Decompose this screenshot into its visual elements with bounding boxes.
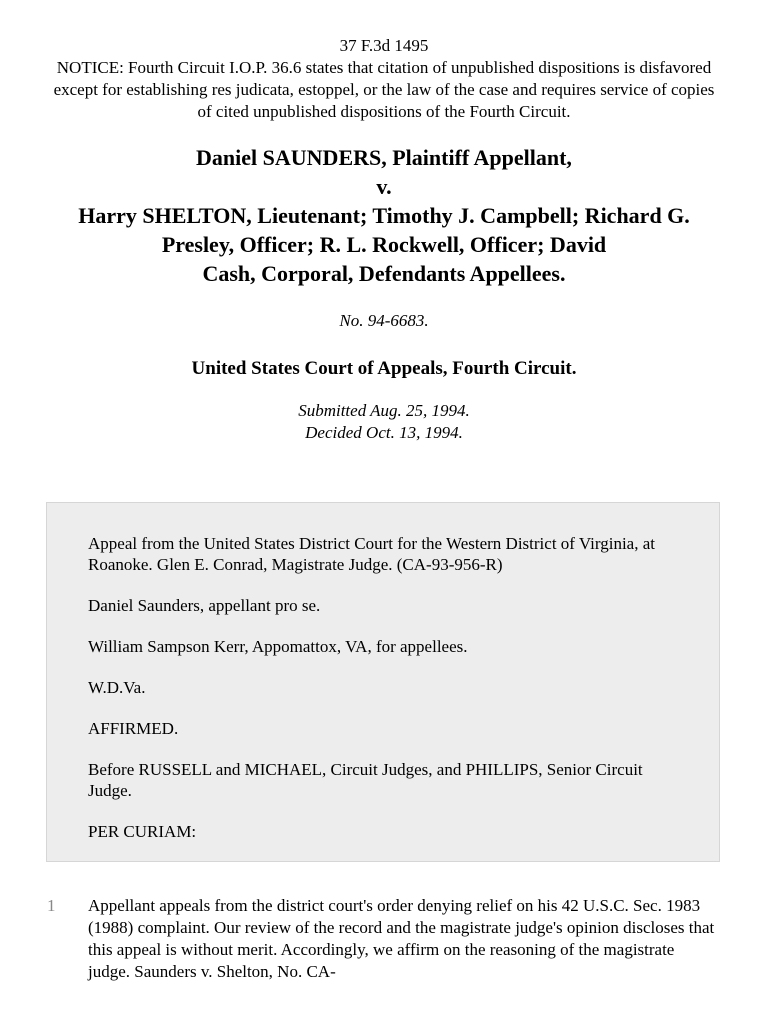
panel: Before RUSSELL and MICHAEL, Circuit Judges, and PHILLIPS, Senior Circuit Judge. <box>88 760 643 800</box>
caption-defendants-line-2: Presley, Officer; R. L. Rockwell, Officer; David <box>161 232 607 257</box>
court-name: United States Court of Appeals, Fourth Circuit. <box>191 358 577 379</box>
caption-plaintiff: Daniel SAUNDERS, Plaintiff Appellant, <box>196 145 572 170</box>
submitted-date: Submitted Aug. 25, 1994. <box>298 401 470 420</box>
caption-defendants-line-1: Harry SHELTON, Lieutenant; Timothy J. Campbell; Richard G. <box>78 203 690 228</box>
opinion-paragraph <box>0 895 768 983</box>
appellant-counsel: Daniel Saunders, appellant pro se. <box>88 596 321 615</box>
document-header <box>50 0 718 123</box>
appeal-from: Appeal from the United States District Court for the Western District of Virginia, at Roanoke. Glen E. Conrad, Magistrate Judge. (CA-93-956-R) <box>88 534 655 574</box>
opinion-body <box>0 895 768 983</box>
docket-number: No. 94-6683. <box>339 311 429 330</box>
paragraph-text: Appellant appeals from the district court's order denying relief on his 42 U.S.C. Sec. 1983 (1988) complaint. Our review of the record and the magistrate judge's opinion discloses that this appeal is without merit. Accordingly, we affirm on the reasoning of the magistrate judge. Saunders v. Shelton, No. CA- <box>88 896 715 981</box>
case-caption <box>40 143 728 288</box>
disposition: AFFIRMED. <box>88 719 179 738</box>
caption-defendants-line-3: Cash, Corporal, Defendants Appellees. <box>202 261 566 286</box>
appellee-counsel: William Sampson Kerr, Appomattox, VA, for appellees. <box>88 637 468 656</box>
per-curiam: PER CURIAM: <box>88 822 197 841</box>
unpublished-notice: NOTICE: Fourth Circuit I.O.P. 36.6 states that citation of unpublished dispositions is disfavored except for establishing res judicata, estoppel, or the law of the case and requires service of copies of cited unpublished dispositions of the Fourth Circuit. <box>53 58 715 121</box>
citation: 37 F.3d 1495 <box>339 36 429 55</box>
case-summary-box <box>46 502 720 862</box>
paragraph-number[interactable]: 1 <box>47 896 56 915</box>
district: W.D.Va. <box>88 678 146 697</box>
caption-versus: v. <box>376 174 392 199</box>
decided-date: Decided Oct. 13, 1994. <box>305 423 463 442</box>
case-dates <box>0 400 768 444</box>
